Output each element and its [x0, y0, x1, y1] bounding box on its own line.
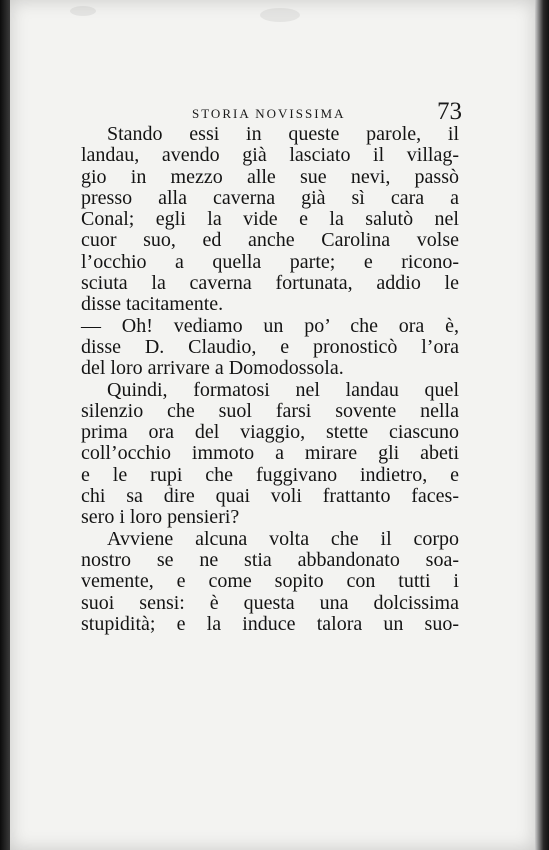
right-page-edge-shadow — [535, 0, 549, 850]
text-line: Stando essi in queste parole, il — [107, 123, 459, 145]
text-line: e le rupi che fuggivano indietro, e — [81, 463, 459, 486]
paper-stain — [260, 8, 300, 22]
text-line: del loro arrivare a Domodossola. — [81, 357, 344, 380]
text-line: gio in mezzo alle sue nevi, passò — [81, 165, 459, 188]
text-line: landau, avendo già lasciato il villag- — [81, 144, 459, 167]
text-line: prima ora del viaggio, stette ciascuno — [81, 421, 459, 444]
body-text — [81, 124, 459, 635]
text-line: nostro se ne stia abbandonato soa- — [81, 548, 459, 571]
text-line: stupidità; e la induce talora un suo- — [81, 612, 459, 635]
text-line: — Oh! vediamo un po’ che ora è, — [81, 314, 459, 337]
text-line: silenzio che suol farsi sovente nella — [81, 399, 459, 422]
text-line: cuor suo, ed anche Carolina volse — [81, 229, 459, 252]
text-line: suoi sensi: è questa una dolcissima — [81, 591, 459, 614]
text-line: Conal; egli la vide e la salutò nel — [81, 208, 459, 231]
text-line: chi sa dire quai voli frattanto faces- — [81, 485, 459, 508]
text-line: coll’occhio immoto a mirare gli abeti — [81, 442, 459, 465]
page-number: 73 — [437, 98, 462, 125]
text-line: disse D. Claudio, e pronosticò l’ora — [81, 335, 459, 358]
text-line: presso alla caverna già sì cara a — [81, 186, 459, 209]
text-line: sero i loro pensieri? — [81, 506, 240, 529]
text-line: vemente, e come sopito con tutti i — [81, 570, 459, 593]
running-title: STORIA NOVISSIMA — [192, 106, 346, 121]
text-line: sciuta la caverna fortunata, addio le — [81, 272, 459, 295]
text-line: Quindi, formatosi nel landau quel — [107, 378, 459, 401]
text-line: Avviene alcuna volta che il corpo — [107, 527, 459, 550]
book-spine-shadow — [0, 0, 10, 850]
text-line: disse tacitamente. — [81, 293, 224, 316]
paper-stain — [70, 6, 96, 16]
text-line: l’occhio a quella parte; e ricono- — [81, 250, 459, 273]
